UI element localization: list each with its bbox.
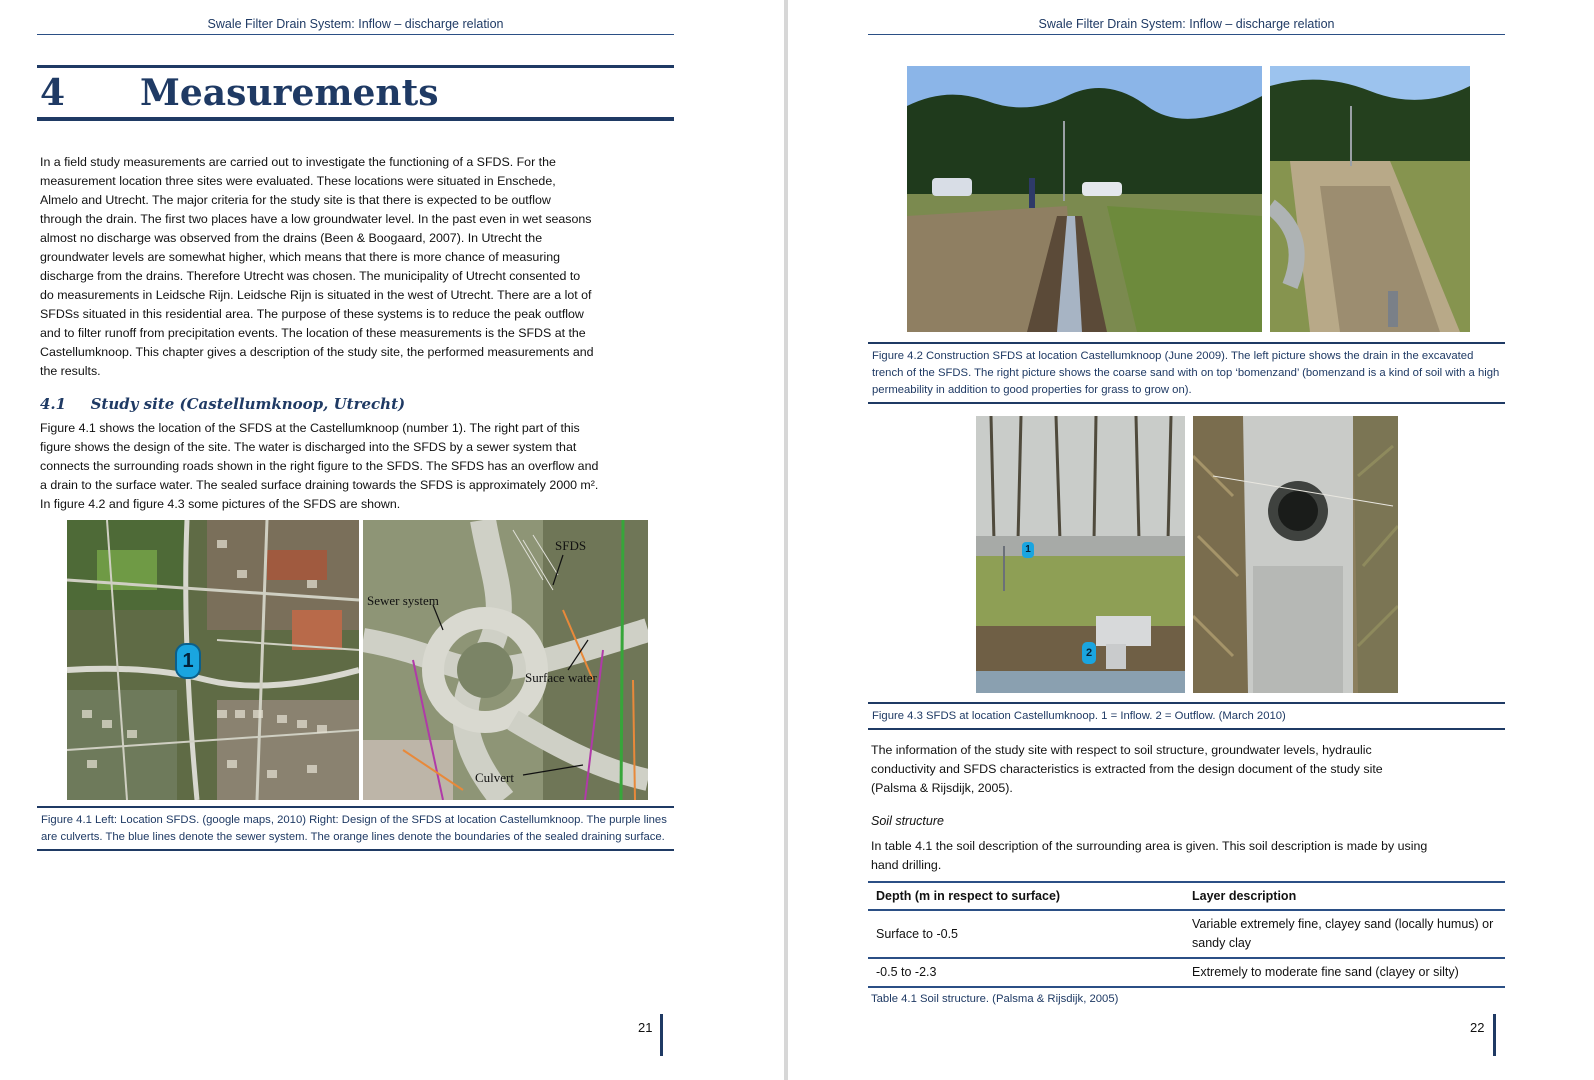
overview-photo-graphic xyxy=(976,416,1185,693)
page-number-left: 21 xyxy=(638,1020,653,1035)
construction-photo-trench xyxy=(907,66,1262,332)
intro-paragraph: In a field study measurements are carried out to investigate the functioning of a SFDS. For the measurement location three sites were evaluated. These locations were situated in Enschede, Almelo and Utrecht. The major criteria for the study site is that there is expected to be outflow through the drain. The first two places have a low groundwater level. In the past even in wet seasons almost no discharge was observed from the drains (Been & Boogaard, 2007). In Utrecht the groundwater levels are somewhat higher, which means that there is more chance of measuring discharge from the drains. Therefore Utrecht was chosen. The municipality of Utrecht consented to do measurements in Leidsche Rijn. Leidsche Rijn is situated in the west of Utrecht. There are a lot of SFDSs situated in this residential area. The purpose of these systems is to reduce the peak outflow and to filter runoff from precipitation events. The location of these measurements is the SFDS at the Castellumknoop. This chapter gives a description of the study site, the performed measurements and the results. xyxy=(40,155,594,378)
design-label-surface-water: Surface water xyxy=(525,670,597,685)
table-header-depth: Depth (m in respect to surface) xyxy=(868,882,1184,910)
page-22 xyxy=(788,0,1594,1080)
table-caption: Table 4.1 Soil structure. (Palsma & Rijsdijk, 2005) xyxy=(871,993,1119,1005)
info-paragraph: The information of the study site with respect to soil structure, groundwater levels, hydraulic conductivity and SFDS characteristics is extracted from the design document of the study site (Palsma & Rijsdijk, 2005). xyxy=(871,743,1383,795)
chapter-title: Measurements xyxy=(140,72,439,114)
table-cell-depth: -0.5 to -2.3 xyxy=(868,958,1184,987)
inflow-marker: 1 xyxy=(1022,542,1034,558)
section-number: 4.1 xyxy=(40,395,67,413)
table-cell-layer: Variable extremely fine, clayey sand (locally humus) or sandy clay xyxy=(1184,910,1505,958)
table-header-row xyxy=(868,882,1505,910)
table-cell-depth: Surface to -0.5 xyxy=(868,910,1184,958)
sand-photo-graphic xyxy=(1270,66,1470,332)
site-design-graphic xyxy=(363,520,648,800)
soil-structure-heading: Soil structure xyxy=(871,814,944,828)
chapter-number: 4 xyxy=(40,72,66,114)
figure-4-3-caption: Figure 4.3 SFDS at location Castellumknoop. 1 = Inflow. 2 = Outflow. (March 2010) xyxy=(868,702,1505,730)
figure-4-2-caption: Figure 4.2 Construction SFDS at location Castellumknoop (June 2009). The left picture shows the drain in the excavated trench of the SFDS. The right picture shows the coarse sand with on top ‘bomenzand’ (bomenzand is a kind of soil with a high permeability in addition to good properties for grass to grow on). xyxy=(868,342,1505,404)
trench-photo-graphic xyxy=(907,66,1262,332)
site-photo-overview xyxy=(976,416,1185,693)
table-header-layer: Layer description xyxy=(1184,882,1505,910)
soil-structure-table xyxy=(868,881,1505,988)
section-title: Study site (Castellumknoop, Utrecht) xyxy=(90,395,406,413)
chapter-rule-top xyxy=(37,65,674,68)
design-label-sewer: Sewer system xyxy=(367,593,439,608)
outflow-marker: 2 xyxy=(1082,642,1096,664)
outflow-photo-graphic xyxy=(1193,416,1398,693)
running-head-right: Swale Filter Drain System: Inflow – discharge relation xyxy=(868,17,1505,35)
design-label-culvert: Culvert xyxy=(475,770,514,785)
construction-photo-sand xyxy=(1270,66,1470,332)
table-cell-layer: Extremely to moderate fine sand (clayey or silty) xyxy=(1184,958,1505,987)
chapter-rule-bottom xyxy=(37,117,674,121)
site-design-image xyxy=(363,520,648,800)
figure-4-1-caption: Figure 4.1 Left: Location SFDS. (google maps, 2010) Right: Design of the SFDS at location Castellumknoop. The purple lines are culverts. The blue lines denote the sewer system. The orange lines denote the boundaries of the sealed draining surface. xyxy=(37,806,674,851)
running-head-left: Swale Filter Drain System: Inflow – discharge relation xyxy=(37,17,674,35)
design-label-sfds: SFDS xyxy=(555,538,587,553)
table-row xyxy=(868,958,1505,987)
page-number-bar-left xyxy=(660,1014,663,1056)
section-paragraph: Figure 4.1 shows the location of the SFDS at the Castellumknoop (number 1). The right part of this figure shows the design of the site. The water is discharged into the SFDS by a sewer system that connects the surrounding roads shown in the right figure to the SFDS. The SFDS has an overflow and a drain to the surface water. The sealed surface draining towards the SFDS is approximately 2000 m². In figure 4.2 and figure 4.3 some pictures of the SFDS are shown. xyxy=(40,421,599,511)
soil-paragraph: In table 4.1 the soil description of the surrounding area is given. This soil description is made by using hand drilling. xyxy=(871,839,1428,872)
location-map-image xyxy=(67,520,359,800)
page-number-right: 22 xyxy=(1470,1020,1485,1035)
section-heading xyxy=(40,395,405,413)
aerial-map-graphic xyxy=(67,520,359,800)
page-number-bar-right xyxy=(1493,1014,1496,1056)
table-row xyxy=(868,910,1505,958)
site-photo-outflow xyxy=(1193,416,1398,693)
page-21 xyxy=(0,0,784,1080)
location-marker: 1 xyxy=(175,643,201,679)
